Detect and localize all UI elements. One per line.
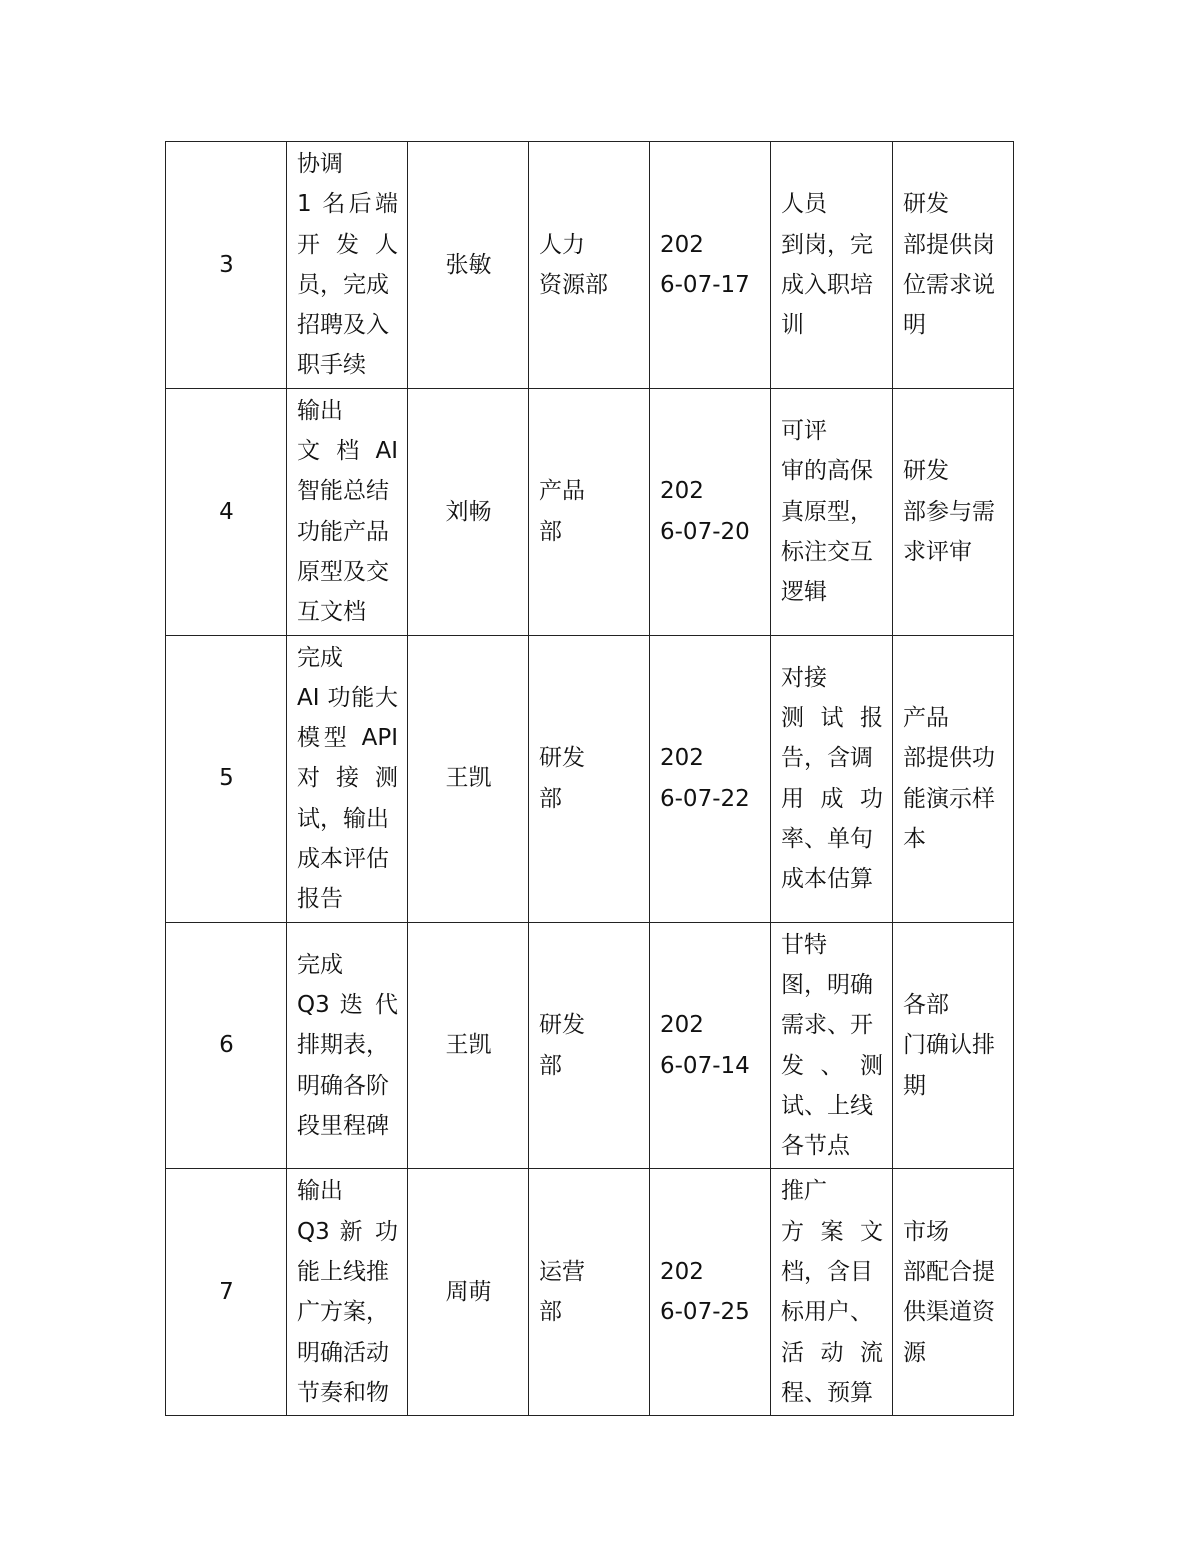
task-cell-line: 节奏和物 xyxy=(297,1379,389,1406)
owner-cell: 王凯 xyxy=(408,922,529,1169)
task-cell-line: 明确各阶 xyxy=(297,1072,389,1099)
task-cell-line: 1 名后端 xyxy=(297,191,398,218)
deliverable-cell xyxy=(771,922,893,1169)
owner-cell: 王凯 xyxy=(408,635,529,922)
due-date-cell-line: 6-07-22 xyxy=(660,785,750,812)
deliverable-cell-line: 对接 xyxy=(781,664,827,691)
deliverable-cell-line: 可评 xyxy=(781,417,827,444)
due-date-cell xyxy=(650,142,771,389)
due-date-cell-line: 6-07-14 xyxy=(660,1052,750,1079)
task-cell-line: 成本评估 xyxy=(297,846,389,873)
task-cell-line: 明确活动 xyxy=(297,1339,389,1366)
deliverable-cell-line: 训 xyxy=(781,312,804,339)
department-cell-line: 运营 xyxy=(539,1259,585,1286)
deliverable-cell-line: 活 动 流 xyxy=(781,1339,883,1366)
deliverable-cell-line: 审的高保 xyxy=(781,458,873,485)
task-cell-line: 能上线推 xyxy=(297,1259,389,1286)
collaboration-cell-line: 研发 xyxy=(903,191,949,218)
task-cell xyxy=(287,1169,408,1416)
deliverable-cell-line: 各节点 xyxy=(781,1133,850,1160)
collaboration-cell-line: 门确认排 xyxy=(903,1032,995,1059)
row-number: 7 xyxy=(166,1169,287,1416)
due-date-cell-line: 6-07-17 xyxy=(660,271,750,298)
collaboration-cell-line: 本 xyxy=(903,825,926,852)
deliverable-cell-line: 率、单句 xyxy=(781,825,873,852)
deliverable-cell-line: 标注交互 xyxy=(781,538,873,565)
deliverable-cell-line: 真原型， xyxy=(781,498,873,525)
deliverable-cell-line: 人员 xyxy=(781,191,827,218)
row-number: 3 xyxy=(166,142,287,389)
task-cell-line: 报告 xyxy=(297,886,343,913)
department-cell-line: 人力 xyxy=(539,231,585,258)
table-row xyxy=(166,922,1014,1169)
deliverable-cell-line: 标用户、 xyxy=(781,1299,873,1326)
owner-cell: 周萌 xyxy=(408,1169,529,1416)
task-cell xyxy=(287,635,408,922)
deliverable-cell-line: 档，含目 xyxy=(781,1259,873,1286)
collaboration-cell-line: 明 xyxy=(903,312,926,339)
task-cell-line: 排期表， xyxy=(297,1032,389,1059)
department-cell-line: 部 xyxy=(539,785,562,812)
collaboration-cell-line: 期 xyxy=(903,1072,926,1099)
collaboration-cell xyxy=(893,1169,1014,1416)
task-cell-line: AI 功能大 xyxy=(297,684,398,711)
due-date-cell xyxy=(650,1169,771,1416)
deliverable-cell xyxy=(771,635,893,922)
task-cell-line: 完成 xyxy=(297,951,343,978)
task-cell-line: 段里程碑 xyxy=(297,1112,389,1139)
deliverable-cell-line: 方 案 文 xyxy=(781,1218,883,1245)
collaboration-cell xyxy=(893,142,1014,389)
deliverable-cell-line: 测 试 报 xyxy=(781,705,883,731)
department-cell xyxy=(529,1169,650,1416)
collaboration-cell-line: 供渠道资 xyxy=(903,1299,995,1326)
deliverable-cell-line: 逻辑 xyxy=(781,579,827,606)
due-date-cell xyxy=(650,388,771,635)
task-cell xyxy=(287,388,408,635)
due-date-cell-line: 202 xyxy=(660,478,704,505)
due-date-cell-line: 202 xyxy=(660,1012,704,1039)
collaboration-cell-line: 部提供岗 xyxy=(903,231,995,258)
collaboration-cell-line: 各部 xyxy=(903,992,949,1019)
task-cell-line: 开 发 人 xyxy=(297,231,398,258)
deliverable-cell-line: 发 、 测 xyxy=(781,1052,883,1079)
due-date-cell xyxy=(650,922,771,1169)
due-date-cell-line: 202 xyxy=(660,745,704,772)
deliverable-cell-line: 成入职培 xyxy=(781,271,873,298)
deliverable-cell-line: 程、预算 xyxy=(781,1379,873,1406)
row-number: 5 xyxy=(166,635,287,922)
task-cell-line: 输出 xyxy=(297,397,343,424)
due-date-cell xyxy=(650,635,771,922)
collaboration-cell-line: 位需求说 xyxy=(903,271,995,298)
row-number: 4 xyxy=(166,388,287,635)
department-cell-line: 部 xyxy=(539,1299,562,1326)
collaboration-cell-line: 市场 xyxy=(903,1218,949,1245)
task-cell-line: 职手续 xyxy=(297,352,366,379)
due-date-cell-line: 202 xyxy=(660,1259,704,1286)
task-cell xyxy=(287,142,408,389)
task-cell-line: Q3 迭 代 xyxy=(297,992,398,1019)
table-row xyxy=(166,1169,1014,1416)
deliverable-cell-line: 需求、开 xyxy=(781,1012,873,1039)
task-cell-line: 广方案， xyxy=(297,1299,389,1326)
department-cell-line: 产品 xyxy=(539,478,585,505)
task-cell-line: 招聘及入 xyxy=(297,312,389,339)
deliverable-cell-line: 用 成 功 xyxy=(781,785,883,812)
owner-cell: 张敏 xyxy=(408,142,529,389)
department-cell-line: 研发 xyxy=(539,1012,585,1039)
task-cell xyxy=(287,922,408,1169)
task-cell-line: 试，输出 xyxy=(297,805,389,832)
due-date-cell-line: 6-07-20 xyxy=(660,518,750,545)
task-cell-line: 智能总结 xyxy=(297,478,389,505)
deliverable-cell xyxy=(771,388,893,635)
deliverable-cell xyxy=(771,142,893,389)
collaboration-cell-line: 源 xyxy=(903,1339,926,1366)
collaboration-cell-line: 求评审 xyxy=(903,538,972,565)
owner-cell: 刘畅 xyxy=(408,388,529,635)
row-number: 6 xyxy=(166,922,287,1169)
deliverable-cell-line: 成本估算 xyxy=(781,866,873,893)
task-cell-line: 对 接 测 xyxy=(297,765,398,792)
task-cell-line: 互文档 xyxy=(297,599,366,626)
table-row xyxy=(166,142,1014,389)
collaboration-cell xyxy=(893,635,1014,922)
deliverable-cell-line: 甘特 xyxy=(781,931,827,958)
task-cell-line: 输出 xyxy=(297,1178,343,1205)
task-cell-line: 协调 xyxy=(297,151,343,177)
department-cell xyxy=(529,142,650,389)
task-cell-line: 文 档 AI xyxy=(297,438,398,465)
deliverable-cell-line: 推广 xyxy=(781,1178,827,1205)
deliverable-cell-line: 图，明确 xyxy=(781,971,873,998)
collaboration-cell-line: 能演示样 xyxy=(903,785,995,812)
collaboration-cell-line: 研发 xyxy=(903,458,949,485)
deliverable-cell-line: 到岗，完 xyxy=(781,231,873,258)
task-cell-line: 完成 xyxy=(297,644,343,671)
table-body xyxy=(166,142,1014,1416)
collaboration-cell xyxy=(893,388,1014,635)
collaboration-cell xyxy=(893,922,1014,1169)
collaboration-cell-line: 部配合提 xyxy=(903,1259,995,1286)
department-cell-line: 研发 xyxy=(539,745,585,772)
task-table xyxy=(165,141,1014,1416)
department-cell xyxy=(529,922,650,1169)
task-cell-line: 原型及交 xyxy=(297,558,389,585)
department-cell xyxy=(529,635,650,922)
department-cell-line: 资源部 xyxy=(539,271,608,298)
task-cell-line: 功能产品 xyxy=(297,518,389,545)
department-cell-line: 部 xyxy=(539,1052,562,1079)
collaboration-cell-line: 部提供功 xyxy=(903,745,995,772)
department-cell-line: 部 xyxy=(539,518,562,545)
deliverable-cell xyxy=(771,1169,893,1416)
due-date-cell-line: 202 xyxy=(660,231,704,258)
collaboration-cell-line: 产品 xyxy=(903,705,949,731)
table-row xyxy=(166,635,1014,922)
deliverable-cell-line: 试、上线 xyxy=(781,1092,873,1119)
task-cell-line: 模型 API xyxy=(297,725,398,752)
task-cell-line: 员，完成 xyxy=(297,271,389,298)
table-row xyxy=(166,388,1014,635)
task-cell-line: Q3 新 功 xyxy=(297,1218,398,1245)
department-cell xyxy=(529,388,650,635)
collaboration-cell-line: 部参与需 xyxy=(903,498,995,525)
deliverable-cell-line: 告，含调 xyxy=(781,745,873,772)
due-date-cell-line: 6-07-25 xyxy=(660,1299,750,1326)
